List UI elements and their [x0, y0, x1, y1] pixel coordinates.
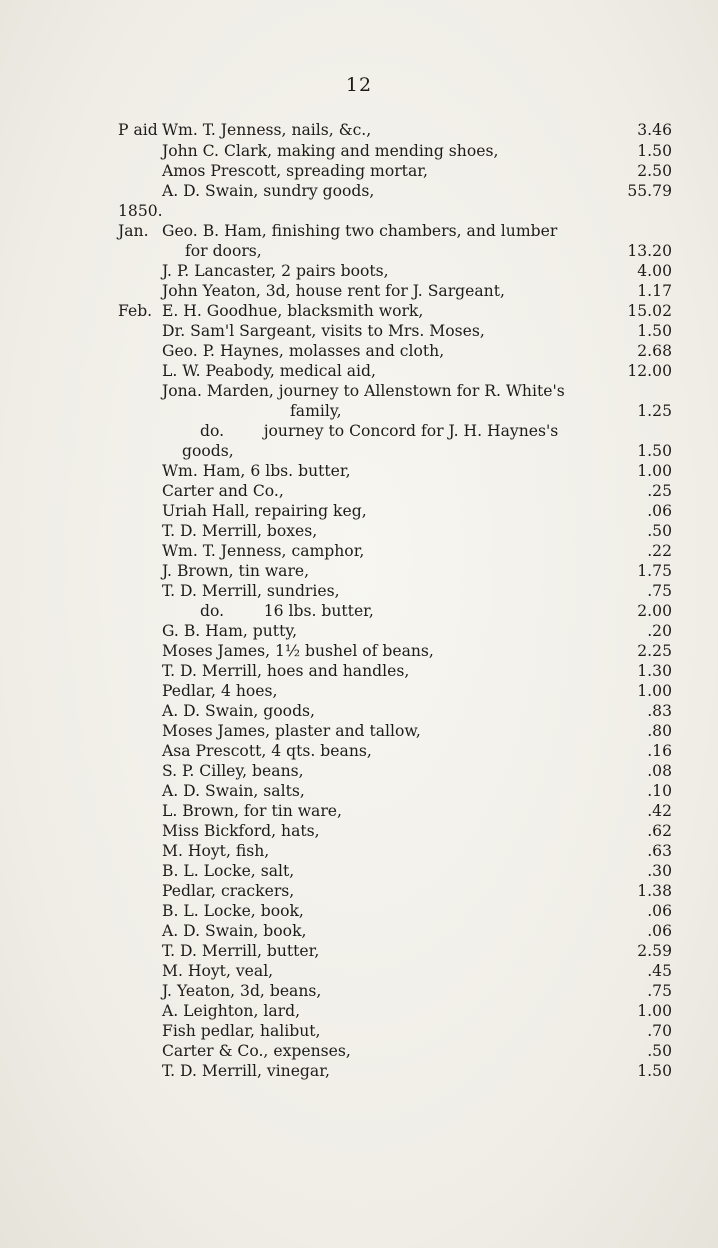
entry-amount: .06	[647, 502, 672, 520]
ledger-row	[0, 860, 718, 882]
entry-description: Pedlar, crackers,	[162, 882, 295, 900]
entry-amount: 1.50	[637, 322, 672, 340]
entry-description: Wm. Ham, 6 lbs. butter,	[162, 462, 351, 480]
entry-amount: .42	[647, 802, 672, 820]
entry-description: A. D. Swain, salts,	[162, 782, 305, 800]
entry-amount: .06	[647, 922, 672, 940]
entry-amount: 12.00	[627, 362, 672, 380]
ledger-row	[0, 840, 718, 862]
entry-amount: .80	[647, 722, 672, 740]
entry-description: Pedlar, 4 hoes,	[162, 682, 278, 700]
entry-description: G. B. Ham, putty,	[162, 622, 298, 640]
ledger-row	[0, 500, 718, 522]
entry-amount: .08	[647, 762, 672, 780]
entry-description: L. Brown, for tin ware,	[162, 802, 342, 820]
ledger-row	[0, 1000, 718, 1022]
ledger-row	[0, 520, 718, 542]
entry-amount: 1.50	[637, 1062, 672, 1080]
entry-description: A. D. Swain, book,	[162, 922, 307, 940]
ledger-row	[0, 240, 718, 262]
entry-amount: 1.25	[637, 402, 672, 420]
entry-amount: 2.50	[637, 162, 672, 180]
ledger-row	[0, 420, 718, 442]
ledger-row	[0, 340, 718, 362]
entry-amount: .25	[647, 482, 672, 500]
entry-description: Amos Prescott, spreading mortar,	[162, 162, 428, 180]
entry-amount: 1.50	[637, 442, 672, 460]
ledger-row	[0, 119, 718, 141]
ledger-row	[0, 320, 718, 342]
entry-date: Feb.	[118, 302, 153, 320]
entry-amount: 55.79	[627, 182, 672, 200]
entry-description: John Yeaton, 3d, house rent for J. Sargeant,	[162, 282, 505, 300]
ledger-row	[0, 360, 718, 382]
ledger-row	[0, 480, 718, 502]
entry-amount: 2.59	[637, 942, 672, 960]
entry-description: Uriah Hall, repairing keg,	[162, 502, 367, 520]
entry-description: Moses James, plaster and tallow,	[162, 722, 421, 740]
ledger-row	[0, 620, 718, 642]
ledger-row	[0, 600, 718, 622]
entry-amount: 1.38	[637, 882, 672, 900]
entry-description: Miss Bickford, hats,	[162, 822, 320, 840]
ledger-row	[0, 140, 718, 162]
entry-amount: 2.68	[637, 342, 672, 360]
entry-description: M. Hoyt, fish,	[162, 842, 270, 860]
entry-amount: .63	[647, 842, 672, 860]
ledger-row	[0, 700, 718, 722]
ledger-row	[0, 580, 718, 602]
entry-date: P aid	[118, 121, 158, 139]
entry-amount: 1.17	[637, 282, 672, 300]
ledger-row	[0, 820, 718, 842]
entry-amount: 2.25	[637, 642, 672, 660]
entry-description: Geo. B. Ham, finishing two chambers, and lumber	[162, 222, 558, 240]
ledger-row	[0, 680, 718, 702]
entry-description: Wm. T. Jenness, nails, &c.,	[162, 121, 372, 139]
entry-amount: .83	[647, 702, 672, 720]
entry-amount: 1.00	[637, 462, 672, 480]
ledger-row	[0, 540, 718, 562]
entry-description: Carter & Co., expenses,	[162, 1042, 351, 1060]
entry-description: B. L. Locke, book,	[162, 902, 304, 920]
entry-description: E. H. Goodhue, blacksmith work,	[162, 302, 424, 320]
entry-description: B. L. Locke, salt,	[162, 862, 295, 880]
ledger-row	[0, 640, 718, 662]
ledger-row	[0, 760, 718, 782]
entry-description: goods,	[182, 442, 234, 460]
entry-amount: .10	[647, 782, 672, 800]
entry-amount: .70	[647, 1022, 672, 1040]
entry-amount: .22	[647, 542, 672, 560]
entry-description: Fish pedlar, halibut,	[162, 1022, 321, 1040]
entry-description: J. Brown, tin ware,	[162, 562, 310, 580]
entry-description: T. D. Merrill, sundries,	[162, 582, 340, 600]
entry-amount: .50	[647, 1042, 672, 1060]
entry-description: Jona. Marden, journey to Allenstown for R. White's	[162, 382, 565, 400]
entry-amount: 1.30	[637, 662, 672, 680]
entry-description: J. Yeaton, 3d, beans,	[162, 982, 322, 1000]
ledger-row	[0, 720, 718, 742]
entry-amount: .30	[647, 862, 672, 880]
ledger-row	[0, 980, 718, 1002]
ledger-row	[0, 180, 718, 202]
ledger-row	[0, 260, 718, 282]
entry-amount: 3.46	[637, 121, 672, 139]
ledger-row	[0, 660, 718, 682]
ledger-row	[0, 200, 718, 222]
entry-description: J. P. Lancaster, 2 pairs boots,	[162, 262, 389, 280]
entry-description: T. D. Merrill, hoes and handles,	[162, 662, 410, 680]
entry-amount: .16	[647, 742, 672, 760]
entry-amount: .75	[647, 582, 672, 600]
entry-date: 1850.	[118, 202, 163, 220]
entry-description: T. D. Merrill, butter,	[162, 942, 320, 960]
ledger-row	[0, 740, 718, 762]
entry-amount: 4.00	[637, 262, 672, 280]
ledger-row	[0, 1060, 718, 1082]
ledger-row	[0, 280, 718, 302]
entry-amount: .06	[647, 902, 672, 920]
entry-description: A. Leighton, lard,	[162, 1002, 301, 1020]
ledger-row	[0, 380, 718, 402]
ledger-row	[0, 460, 718, 482]
ledger-row	[0, 940, 718, 962]
ledger-row	[0, 880, 718, 902]
entry-amount: 2.00	[637, 602, 672, 620]
ledger-row	[0, 220, 718, 242]
entry-amount: 1.50	[637, 142, 672, 160]
entry-description: T. D. Merrill, boxes,	[162, 522, 318, 540]
ledger-row	[0, 1040, 718, 1062]
entry-description: for doors,	[185, 242, 262, 260]
ledger-row	[0, 780, 718, 802]
entry-description: do. 16 lbs. butter,	[200, 602, 374, 620]
page-number: 12	[345, 74, 373, 96]
entry-description: S. P. Cilley, beans,	[162, 762, 304, 780]
entry-amount: .75	[647, 982, 672, 1000]
entry-description: do. journey to Concord for J. H. Haynes's	[200, 422, 559, 440]
ledger-row	[0, 800, 718, 822]
ledger-row	[0, 300, 718, 322]
entry-date: Jan.	[118, 222, 149, 240]
entry-description: John C. Clark, making and mending shoes,	[162, 142, 499, 160]
entry-description: Geo. P. Haynes, molasses and cloth,	[162, 342, 445, 360]
entry-amount: 1.00	[637, 682, 672, 700]
entry-description: Dr. Sam'l Sargeant, visits to Mrs. Moses,	[162, 322, 485, 340]
entry-amount: .20	[647, 622, 672, 640]
entry-description: A. D. Swain, goods,	[162, 702, 316, 720]
ledger-row	[0, 960, 718, 982]
entry-description: Carter and Co.,	[162, 482, 284, 500]
entry-description: Asa Prescott, 4 qts. beans,	[162, 742, 372, 760]
ledger-row	[0, 560, 718, 582]
entry-description: T. D. Merrill, vinegar,	[162, 1062, 330, 1080]
entry-description: M. Hoyt, veal,	[162, 962, 274, 980]
entry-amount: 13.20	[627, 242, 672, 260]
ledger-row	[0, 920, 718, 942]
entry-amount: .50	[647, 522, 672, 540]
entry-amount: 1.00	[637, 1002, 672, 1020]
entry-amount: .62	[647, 822, 672, 840]
entry-description: Wm. T. Jenness, camphor,	[162, 542, 365, 560]
ledger-row	[0, 160, 718, 182]
entry-description: L. W. Peabody, medical aid,	[162, 362, 376, 380]
entry-amount: 15.02	[627, 302, 672, 320]
entry-amount: .45	[647, 962, 672, 980]
ledger-row	[0, 900, 718, 922]
entry-description: family,	[290, 402, 342, 420]
ledger-row	[0, 1020, 718, 1042]
ledger-row	[0, 400, 718, 422]
entry-amount: 1.75	[637, 562, 672, 580]
entry-description: A. D. Swain, sundry goods,	[162, 182, 375, 200]
entry-description: Moses James, 1½ bushel of beans,	[162, 642, 434, 660]
ledger-row	[0, 440, 718, 462]
